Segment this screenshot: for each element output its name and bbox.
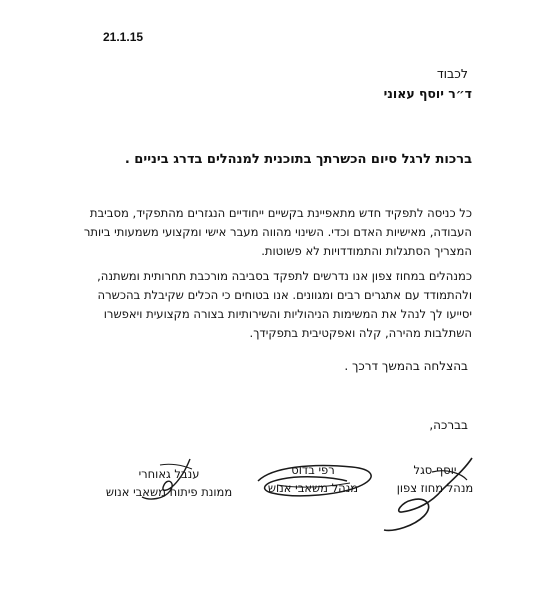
- signatory-3-title: ממונת פיתוח משאבי אנוש: [105, 485, 233, 499]
- signatory-1-title: מנהל מחוז צפון: [396, 481, 474, 495]
- signatory-2-name: רפי בדוס: [291, 463, 335, 477]
- signatory-2-title: מנהל משאבי אנוש: [267, 481, 359, 495]
- letter-subject: ברכות לרגל סיום הכשרתך בתוכנית למנהלים בדרג ביניים .: [124, 152, 472, 167]
- signatory-3-name: ענבל גאוחרי: [138, 467, 200, 481]
- signatory-1-name: יוסף סגל: [413, 463, 457, 477]
- signatory-3: [94, 467, 244, 499]
- letter-date: 21.1.15: [103, 30, 144, 44]
- recipient-name: ד״ר יוסף עאוני: [383, 86, 472, 101]
- closing-line: בהצלחה בהמשך דרכך .: [344, 359, 468, 373]
- regards-line: בברכה,: [429, 418, 468, 432]
- body-paragraph-1: כל כניסה לתפקיד חדש מתאפיינת בקשיים ייחודיים הנגזרים מהתפקיד, מסביבת העבודה, מאישיות האדם וכדי. השינוי מהווה מעבר אישי ומקצועי משמעותי ביותר המצריך הסתגלות והתמודדויות לא פשוטות.: [83, 206, 472, 258]
- signatory-1: [380, 463, 490, 495]
- body-paragraph-2: כמנהלים במחוז צפון אנו נדרשים לתפקד בסביבה מורכבת תחרותית ומשתנה, ולהתמודד עם אתגרים רבים ומגוונים. אנו בטוחים כי הכלים שקיבלת בהכשרה יסייעו לך לנהל את המשימות הניהוליות והשירותיות בצורה מקצועית ויאפשרו השתלבות מהירה, קלה ואפקטיבית בתפקידך.: [97, 269, 472, 340]
- signatory-2: [258, 463, 368, 495]
- salutation: לכבוד: [436, 66, 468, 81]
